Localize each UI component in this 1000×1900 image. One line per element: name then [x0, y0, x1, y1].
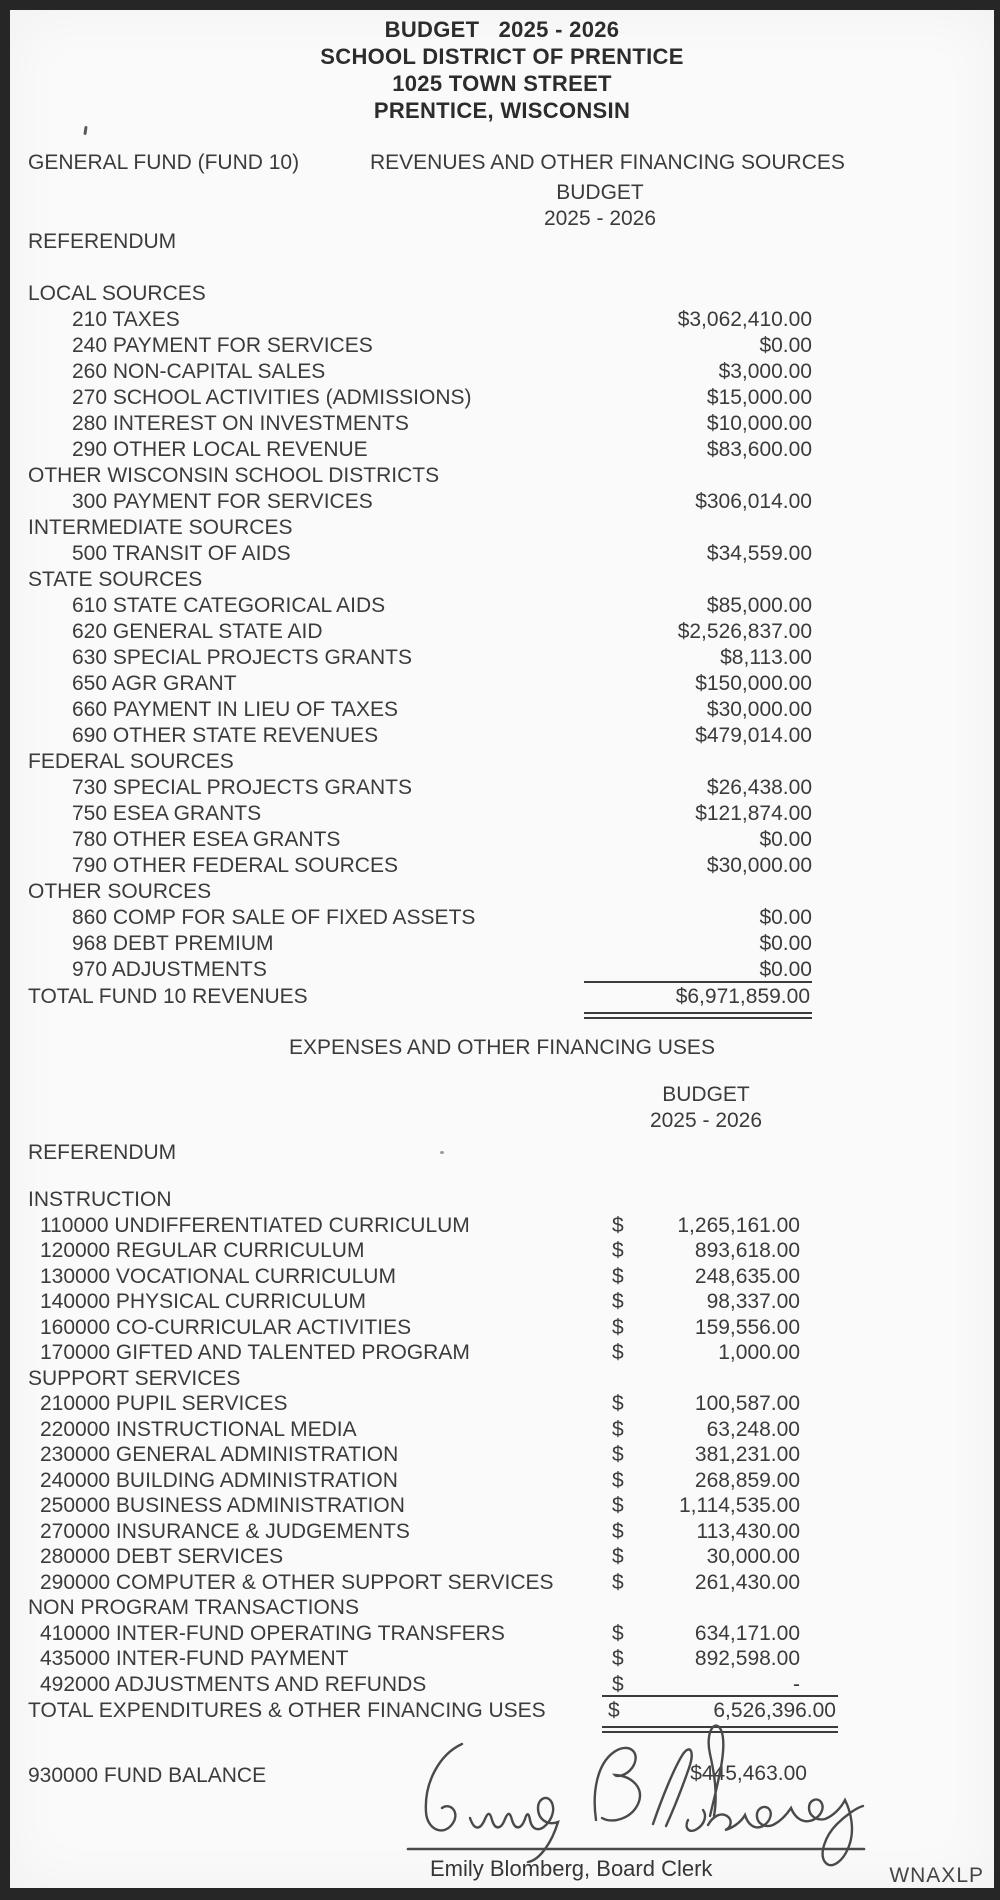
currency-symbol: $ [612, 1315, 624, 1339]
row-label: 650 AGR GRANT [72, 672, 237, 695]
row-amount: 113,430.00 [696, 1519, 800, 1543]
row-amount: 30,000.00 [706, 1545, 800, 1568]
row-amount: 98,337.00 [706, 1290, 800, 1313]
row-value: $85,000.00 [706, 594, 812, 617]
currency-symbol: $ [612, 1672, 624, 1696]
row-value: $3,062,410.00 [677, 308, 812, 331]
row-label: 500 TRANSIT OF AIDS [72, 542, 291, 565]
table-row [28, 1239, 830, 1265]
currency-symbol: $ [612, 1647, 624, 1670]
row-label: 750 ESEA GRANTS [72, 802, 262, 825]
currency-symbol: $ [608, 1699, 620, 1722]
row-label: 240 PAYMENT FOR SERVICES [72, 334, 373, 357]
table-row [28, 1392, 830, 1418]
section-row [28, 1367, 830, 1393]
row-amount: 63,248.00 [706, 1417, 800, 1441]
row-label: 260 NON-CAPITAL SALES [72, 360, 326, 383]
row-label: 290000 COMPUTER & OTHER SUPPORT SERVICES [40, 1570, 554, 1594]
table-row [28, 646, 812, 672]
table-row [28, 1316, 830, 1342]
referendum-label: REFERENDUM [28, 1141, 177, 1164]
row-label: SUPPORT SERVICES [28, 1366, 241, 1390]
row-label: NON PROGRAM TRANSACTIONS [28, 1596, 359, 1619]
table-row [28, 620, 812, 646]
section-row [28, 282, 812, 308]
row-amount: 1,114,535.00 [678, 1494, 800, 1517]
row-label: 968 DEBT PREMIUM [72, 932, 274, 955]
row-amount: 1,000.00 [718, 1341, 800, 1364]
table-row [28, 308, 812, 334]
row-value: $0.00 [759, 334, 812, 357]
currency-symbol: $ [612, 1417, 624, 1441]
total-rule-box: $6,971,859.00 [584, 981, 812, 1019]
currency-symbol: $ [612, 1468, 624, 1492]
table-row [28, 1494, 830, 1520]
row-label: 780 OTHER ESEA GRANTS [72, 828, 341, 851]
table-row [28, 1265, 830, 1291]
budget-year-line: 2025 - 2026 [649, 1109, 763, 1132]
currency-symbol: $ [612, 1545, 624, 1568]
row-amount: 381,231.00 [694, 1443, 800, 1466]
title-line-district: SCHOOL DISTRICT OF PRENTICE [320, 44, 684, 69]
row-value: $83,600.00 [706, 438, 812, 461]
row-label: 230000 GENERAL ADMINISTRATION [40, 1443, 399, 1466]
row-label: 160000 CO-CURRICULAR ACTIVITIES [40, 1315, 412, 1339]
row-value: $30,000.00 [706, 854, 812, 877]
row-label: INTERMEDIATE SOURCES [28, 516, 293, 539]
table-row [28, 360, 812, 386]
row-label: 120000 REGULAR CURRICULUM [40, 1239, 365, 1262]
row-label: 280000 DEBT SERVICES [40, 1545, 284, 1568]
row-amount: 892,598.00 [694, 1647, 800, 1670]
row-label: 790 OTHER FEDERAL SOURCES [72, 854, 398, 877]
row-value: $8,113.00 [720, 646, 812, 669]
table-row [28, 438, 812, 464]
row-amount: 248,635.00 [694, 1264, 800, 1288]
row-label: FEDERAL SOURCES [28, 750, 234, 773]
row-label: 630 SPECIAL PROJECTS GRANTS [72, 646, 412, 669]
row-label: 250000 BUSINESS ADMINISTRATION [40, 1494, 405, 1517]
row-label: 970 ADJUSTMENTS [72, 958, 267, 981]
revenues-section-title: REVENUES AND OTHER FINANCING SOURCES [370, 151, 845, 174]
referendum-label: REFERENDUM [28, 230, 177, 253]
table-row [28, 906, 812, 932]
table-row [28, 672, 812, 698]
row-value: $30,000.00 [706, 698, 812, 721]
row-value: $0.00 [759, 958, 812, 981]
row-value: $15,000.00 [706, 386, 812, 409]
row-label: 300 PAYMENT FOR SERVICES [72, 490, 373, 513]
table-row [28, 1571, 830, 1597]
row-amount: 100,587.00 [694, 1392, 800, 1415]
currency-symbol: $ [612, 1494, 624, 1517]
row-value: $0.00 [759, 906, 812, 929]
currency-symbol: $ [612, 1443, 624, 1466]
scan-speck [83, 126, 87, 135]
currency-symbol: $ [612, 1570, 624, 1594]
row-amount: 1,265,161.00 [677, 1213, 800, 1237]
table-row [28, 1214, 830, 1240]
row-label: 140000 PHYSICAL CURRICULUM [40, 1290, 367, 1313]
row-amount: 268,859.00 [694, 1468, 800, 1492]
row-label: STATE SOURCES [28, 568, 203, 591]
table-row [28, 828, 812, 854]
budget-header-line: BUDGET [556, 181, 644, 204]
table-row [28, 698, 812, 724]
document-page [10, 10, 994, 1888]
table-row [28, 1622, 830, 1648]
table-row [28, 724, 812, 750]
row-label: 220000 INSTRUCTIONAL MEDIA [40, 1417, 357, 1441]
section-row [28, 464, 812, 490]
revenues-budget-column-header [490, 180, 710, 232]
table-row [28, 1545, 830, 1571]
row-value: $0.00 [759, 932, 812, 955]
row-label: 280 INTEREST ON INVESTMENTS [72, 412, 409, 435]
currency-symbol: $ [612, 1290, 624, 1313]
expenses-budget-column-header [596, 1082, 816, 1134]
row-label: 620 GENERAL STATE AID [72, 620, 323, 643]
revenues-rows [28, 282, 812, 1021]
row-value: $121,874.00 [695, 802, 812, 825]
row-value: $150,000.00 [695, 672, 812, 695]
row-value: $10,000.00 [706, 412, 812, 435]
row-amount: 893,618.00 [694, 1239, 800, 1262]
row-amount: - [793, 1672, 800, 1696]
row-value: $26,438.00 [706, 776, 812, 799]
expenses-section-title: EXPENSES AND OTHER FINANCING USES [289, 1036, 715, 1059]
table-row [28, 334, 812, 360]
table-row [28, 776, 812, 802]
fund-balance-value: $445,463.00 [690, 1762, 807, 1785]
title-block [10, 16, 994, 124]
currency-symbol: $ [612, 1341, 624, 1364]
table-row [28, 1520, 830, 1546]
row-label: LOCAL SOURCES [28, 282, 206, 305]
fund-balance-label: 930000 FUND BALANCE [28, 1764, 267, 1787]
row-label: 730 SPECIAL PROJECTS GRANTS [72, 776, 412, 799]
row-label: 610 STATE CATEGORICAL AIDS [72, 594, 386, 617]
table-row [28, 1647, 830, 1673]
budget-header-line: BUDGET [662, 1083, 750, 1106]
row-label: 130000 VOCATIONAL CURRICULUM [40, 1264, 396, 1288]
row-amount: 159,556.00 [694, 1315, 800, 1339]
row-label: TOTAL FUND 10 REVENUES [28, 985, 308, 1008]
table-row [28, 1341, 830, 1367]
fund-label: GENERAL FUND (FUND 10) [28, 151, 300, 174]
row-amount: 261,430.00 [694, 1570, 800, 1594]
scan-speck [440, 1151, 444, 1154]
currency-symbol: $ [612, 1213, 624, 1237]
signature-image [400, 1718, 880, 1876]
table-row [28, 1443, 830, 1469]
row-label: 492000 ADJUSTMENTS AND REFUNDS [40, 1672, 427, 1696]
currency-symbol: $ [612, 1621, 624, 1645]
section-row [28, 880, 812, 906]
table-row [28, 412, 812, 438]
table-row [28, 1418, 830, 1444]
row-label: 410000 INTER-FUND OPERATING TRANSFERS [40, 1621, 505, 1645]
legal-watermark: WNAXLP [889, 1864, 984, 1887]
currency-symbol: $ [612, 1264, 624, 1288]
row-label: 435000 INTER-FUND PAYMENT [40, 1647, 349, 1670]
table-row [28, 802, 812, 828]
row-label: 270000 INSURANCE & JUDGEMENTS [40, 1519, 410, 1543]
row-label: 660 PAYMENT IN LIEU OF TAXES [72, 698, 398, 721]
row-label: 290 OTHER LOCAL REVENUE [72, 438, 368, 461]
table-row [28, 854, 812, 880]
table-row [28, 386, 812, 412]
row-value: $2,526,837.00 [677, 620, 812, 643]
table-row [28, 932, 812, 958]
table-row [28, 542, 812, 568]
row-label: 860 COMP FOR SALE OF FIXED ASSETS [72, 906, 476, 929]
table-row [28, 594, 812, 620]
currency-symbol: $ [612, 1519, 624, 1543]
total-row [28, 984, 812, 1021]
row-label: 170000 GIFTED AND TALENTED PROGRAM [40, 1341, 470, 1364]
table-row [28, 1469, 830, 1495]
row-value: $306,014.00 [695, 490, 812, 513]
row-value: $479,014.00 [695, 724, 812, 747]
signer-name: Emily Blomberg, Board Clerk [430, 1856, 713, 1881]
section-row [28, 750, 812, 776]
row-value: $34,559.00 [706, 542, 812, 565]
table-row [28, 490, 812, 516]
row-label: TOTAL EXPENDITURES & OTHER FINANCING USES [28, 1699, 546, 1722]
expenses-rows [28, 1188, 836, 1735]
row-label: INSTRUCTION [28, 1188, 172, 1211]
section-row [28, 568, 812, 594]
row-label: 110000 UNDIFFERENTIATED CURRICULUM [40, 1213, 470, 1237]
title-line-city: PRENTICE, WISCONSIN [373, 98, 631, 123]
row-label: 690 OTHER STATE REVENUES [72, 724, 379, 747]
row-label: 210000 PUPIL SERVICES [40, 1392, 288, 1415]
section-row [28, 516, 812, 542]
budget-year-line: 2025 - 2026 [543, 207, 657, 230]
row-label: 240000 BUILDING ADMINISTRATION [40, 1468, 398, 1492]
row-amount: 6,526,396.00 [713, 1699, 836, 1722]
row-label: OTHER SOURCES [28, 880, 212, 903]
row-value: $3,000.00 [718, 360, 812, 383]
section-row [28, 1596, 830, 1622]
row-value: $0.00 [759, 828, 812, 851]
section-row [28, 1188, 830, 1214]
row-label: OTHER WISCONSIN SCHOOL DISTRICTS [28, 464, 440, 487]
title-line-budget-year: BUDGET 2025 - 2026 [384, 17, 620, 42]
row-label: 210 TAXES [72, 308, 180, 331]
table-row [28, 1290, 830, 1316]
currency-symbol: $ [612, 1392, 624, 1415]
currency-symbol: $ [612, 1239, 624, 1262]
title-line-street: 1025 TOWN STREET [392, 71, 612, 96]
row-amount: 634,171.00 [694, 1621, 800, 1645]
row-label: 270 SCHOOL ACTIVITIES (ADMISSIONS) [72, 386, 472, 409]
